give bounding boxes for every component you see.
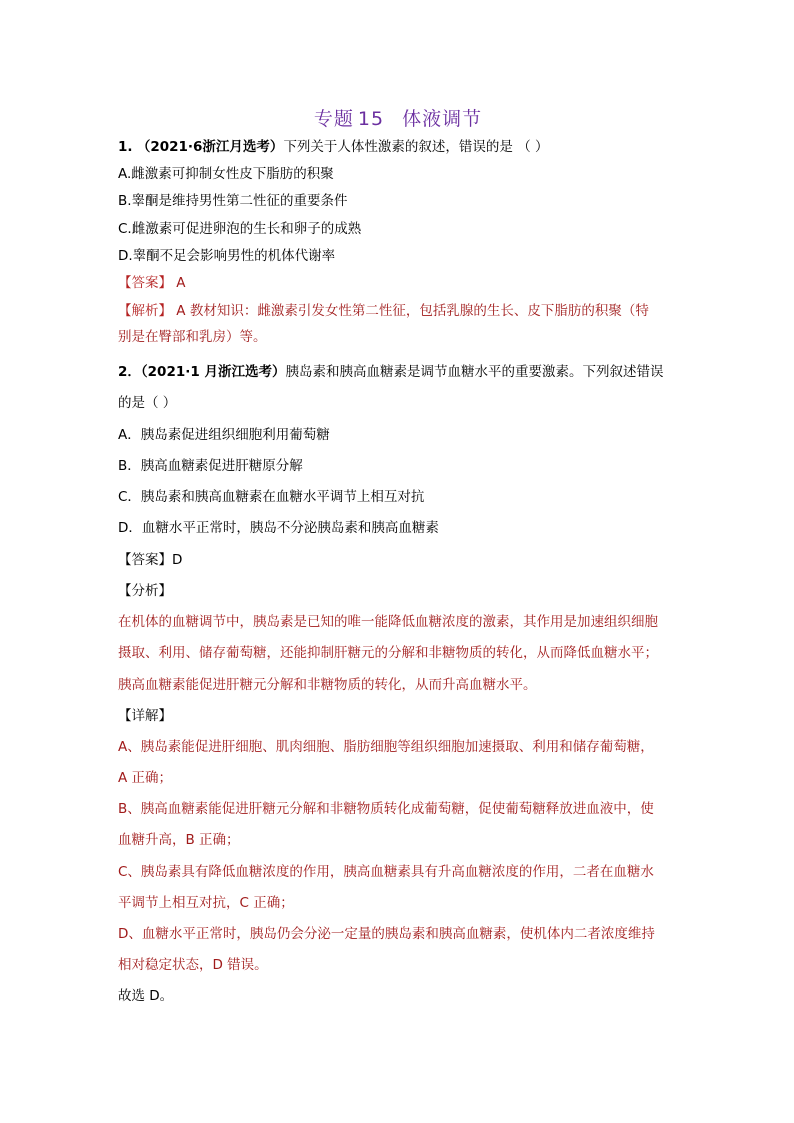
q1-number: 1. <box>118 139 133 155</box>
q2-answer-value: D <box>172 552 183 568</box>
page-title <box>118 104 678 131</box>
q2-option-a: A．胰岛素促进组织细胞利用葡萄糖 <box>118 427 330 443</box>
q1-option-a: A.雌激素可抑制女性皮下脂肪的积聚 <box>118 166 334 182</box>
title-number: 15 <box>357 108 385 130</box>
q2-xiangjie-line-3: B、胰高血糖素能促进肝糖元分解和非糖物质转化成葡萄糖，促使葡萄糖释放进血液中，使 <box>118 801 654 817</box>
title-prefix: 专题 <box>313 108 354 130</box>
q1-answer <box>118 274 186 292</box>
q1-analysis-line-1: 【解析】 A 教材知识：雌激素引发女性第二性征，包括乳腺的生长、皮下脂肪的积聚（特 <box>118 303 649 319</box>
q1-stem-text: 下列关于人体性激素的叙述，错误的是 （ ） <box>283 139 549 155</box>
q2-xiangjie-line-6: 平调节上相互对抗，C 正确； <box>118 895 294 911</box>
q2-fenxi-label: 【分析】 <box>118 583 172 599</box>
q2-option-d: D．血糖水平正常时，胰岛不分泌胰岛素和胰高血糖素 <box>118 520 439 536</box>
q2-fenxi-line-3: 胰高血糖素能促进肝糖元分解和非糖物质的转化，从而升高血糖水平。 <box>118 677 537 693</box>
q2-stem-line-1: 2．（2021·1 月浙江选考）胰岛素和胰高血糖素是调节血糖水平的重要激素。下列叙述错误 <box>118 364 664 380</box>
q2-xiangjie-line-2: A 正确； <box>118 770 173 786</box>
q2-option-c: C．胰岛素和胰高血糖素在血糖水平调节上相互对抗 <box>118 489 425 505</box>
q1-option-c: C.雌激素可促进卵泡的生长和卵子的成熟 <box>118 221 362 237</box>
q2-conclusion: 故选 D。 <box>118 988 174 1004</box>
q1-stem <box>118 138 549 156</box>
q2-fenxi-line-1: 在机体的血糖调节中，胰岛素是已知的唯一能降低血糖浓度的激素，其作用是加速组织细胞 <box>118 614 658 630</box>
q2-xiangjie-label: 【详解】 <box>118 708 172 724</box>
title-topic: 体液调节 <box>402 108 483 130</box>
q2-answer-label: 【答案】 <box>118 552 172 568</box>
q1-analysis-label: 【解析】 <box>118 303 172 319</box>
q2-xiangjie-line-8: 相对稳定状态，D 错误。 <box>118 957 268 973</box>
q2-xiangjie-line-7: D、血糖水平正常时，胰岛仍会分泌一定量的胰岛素和胰高血糖素，使机体内二者浓度维持 <box>118 926 655 942</box>
q2-xiangjie-line-4: 血糖升高，B 正确； <box>118 832 240 848</box>
q1-answer-value: A <box>176 275 186 291</box>
q2-answer <box>118 551 182 569</box>
q2-number: 2． <box>118 364 141 380</box>
q1-option-d: D.睾酮不足会影响男性的机体代谢率 <box>118 248 336 264</box>
q1-source: （2021·6浙江月选考） <box>136 139 284 155</box>
q2-xiangjie-line-1: A、胰岛素能促进肝细胞、肌肉细胞、脂肪细胞等组织细胞加速摄取、利用和储存葡萄糖， <box>118 739 654 755</box>
q1-option-b: B.睾酮是维持男性第二性征的重要条件 <box>118 193 348 209</box>
q1-analysis-line-2: 别是在臀部和乳房）等。 <box>118 329 267 345</box>
q2-source: （2021·1 月浙江选考） <box>140 364 286 380</box>
q2-stem-line-2: 的是（ ） <box>118 395 177 411</box>
q2-option-b: B．胰高血糖素促进肝糖原分解 <box>118 458 303 474</box>
q1-answer-label: 【答案】 <box>118 275 172 291</box>
q2-xiangjie-line-5: C、胰岛素具有降低血糖浓度的作用，胰高血糖素具有升高血糖浓度的作用，二者在血糖水 <box>118 864 654 880</box>
q2-fenxi-line-2: 摄取、利用、储存葡萄糖，还能抑制肝糖元的分解和非糖物质的转化，从而降低血糖水平； <box>118 645 658 661</box>
